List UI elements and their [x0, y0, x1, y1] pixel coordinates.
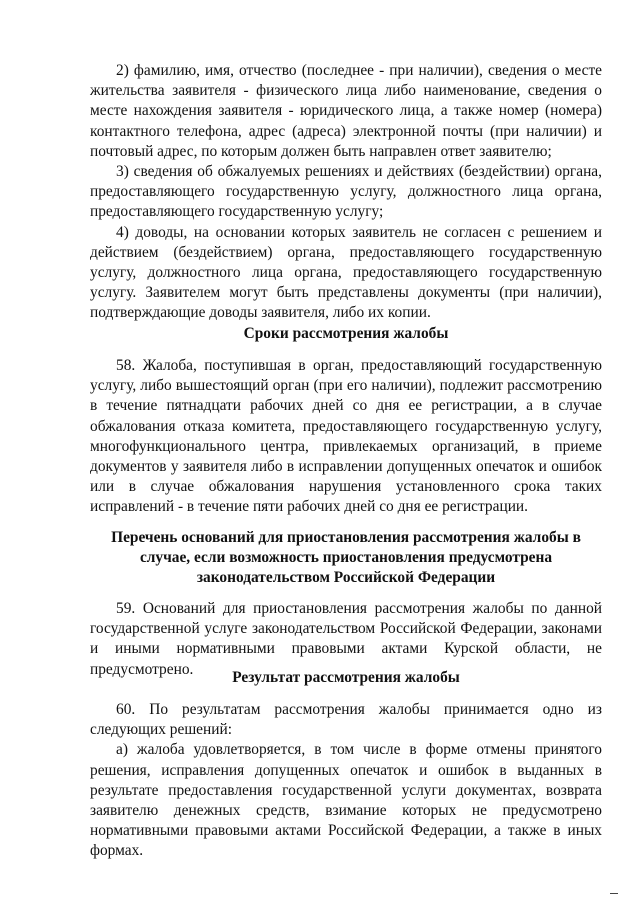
section-heading-suspension-line-3: законодательством Российской Федерации	[196, 569, 496, 587]
complaint-requirements-list	[90, 61, 602, 324]
paragraph-item-3: 3) сведения об обжалуемых решениях и действиях (бездействии) органа, предоставляющего государственную услугу, должностного лица органа, предоставляющего государственную услугу;	[90, 163, 602, 221]
paragraph-58: 58. Жалоба, поступившая в орган, предоставляющий государственную услугу, либо вышестоящий орган (при его наличии), подлежит рассмотрению в течение пятнадцати рабочих дней со дня ее регистрации, а в случае обжалования отказа комитета, предоставляющего государственную услугу, многофункционального центра, привлекаемых организаций, в приеме документов у заявителя либо в исправлении допущенных опечаток и ошибок или в случае обжалования нарушения установленного срока таких исправлений - в течение пяти рабочих дней со дня ее регистрации.	[90, 357, 602, 516]
section-heading-suspension	[90, 528, 602, 589]
paragraph-60: 60. По результатам рассмотрения жалобы принимается одно из следующих решений:	[90, 701, 602, 739]
paragraph-59: 59. Оснований для приостановления рассмотрения жалобы по данной государственной услуге законодательством Российской Федерации, законами и иными нормативными правовыми актами Курской области, не предусмотрено.	[90, 600, 602, 678]
section-result-body	[90, 700, 602, 862]
paragraph-item-4: 4) доводы, на основании которых заявитель не согласен с решением и действием (бездействием) органа, предоставляющего государственную услугу, должностного лица органа, предоставляющего государственную услугу. Заявителем могут быть представлены документы (при наличии), подтверждающие доводы заявителя, либо их копии.	[90, 223, 602, 322]
section-heading-terms: Сроки рассмотрения жалобы	[243, 325, 449, 342]
section-heading-suspension-line-2: случае, если возможность приостановления предусмотрена	[139, 549, 553, 567]
section-terms-body	[90, 356, 602, 518]
page-edge-mark	[610, 893, 618, 894]
section-heading-result: Результат рассмотрения жалобы	[232, 669, 460, 686]
section-heading-suspension-line-1: Перечень оснований для приостановления рассмотрения жалобы в	[111, 529, 581, 546]
paragraph-item-a: а) жалоба удовлетворяется, в том числе в форме отмены принятого решения, исправления допущенных опечаток и ошибок в выданных в результате предоставления государственной услуги документах, возврата заявителю денежных средств, взимание которых не предусмотрено нормативными правовыми актами Российской Федерации, а также в иных формах.	[90, 741, 602, 860]
paragraph-item-2: 2) фамилию, имя, отчество (последнее - при наличии), сведения о месте жительства заявителя - физического лица либо наименование, сведения о месте нахождения заявителя - юридического лица, а также номер (номера) контактного телефона, адрес (адреса) электронной почты (при наличии) и почтовый адрес, по которым должен быть направлен ответ заявителю;	[90, 62, 602, 160]
